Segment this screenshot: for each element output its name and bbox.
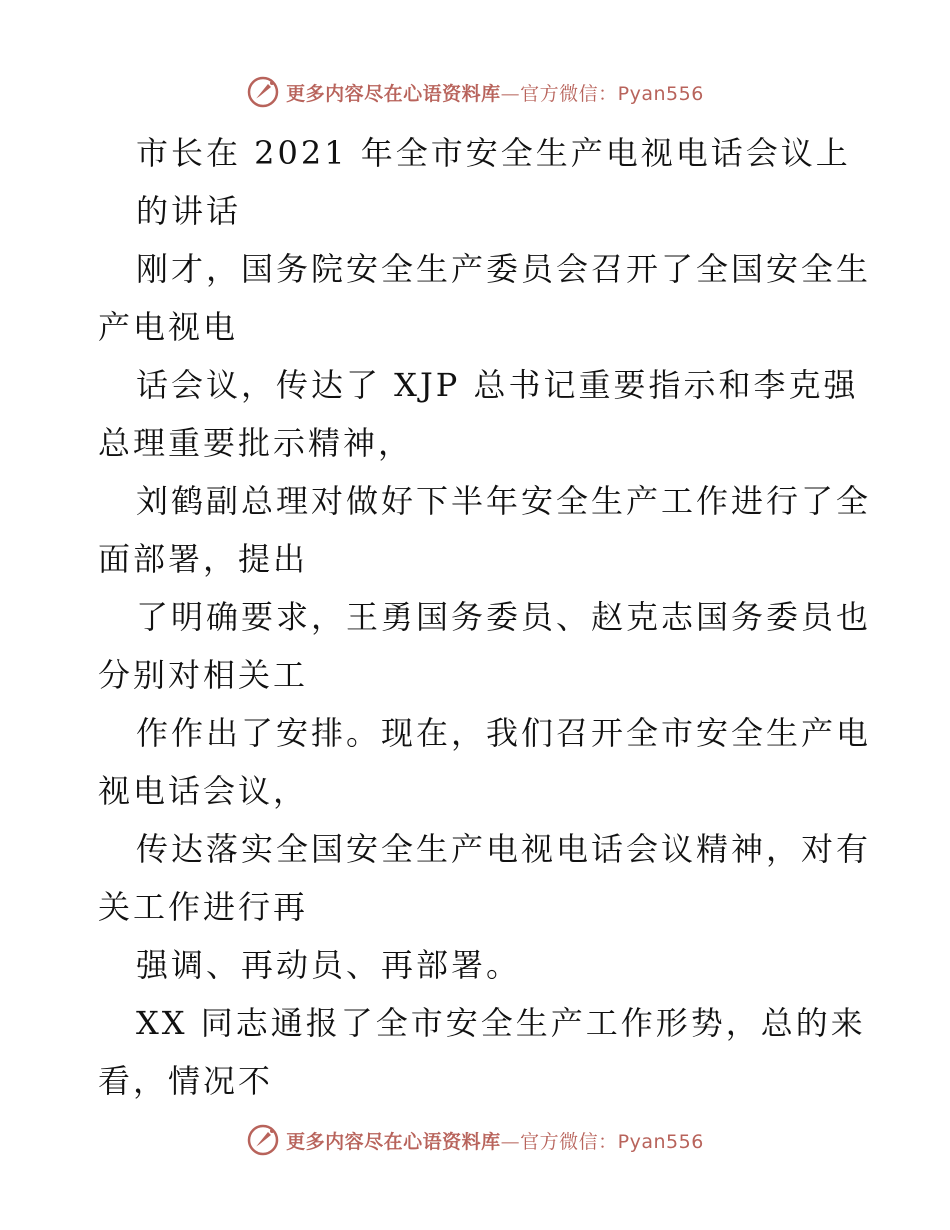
footer-watermark [0,1120,950,1160]
text-line: 作作出了安排。现在，我们召开全市安全生产电 [136,714,872,752]
text-line: 产电视电 [98,308,239,346]
watermark-brand: 更多内容尽在心语资料库 [286,1130,501,1153]
text-line: 话会议，传达了 XJP 总书记重要指示和李克强 [136,366,859,404]
text-line: 了明确要求，王勇国务委员、赵克志国务委员也 [136,598,872,636]
watermark-contact: 官方微信：Pyan556 [520,1130,704,1153]
text-line: 分别对相关工 [98,656,309,694]
text-line: 的讲话 [136,192,242,230]
header-watermark [0,72,950,112]
text-line: 看，情况不 [98,1062,274,1100]
watermark-separator: — [500,82,521,105]
watermark-contact: 官方微信：Pyan556 [520,82,704,105]
text-line: 面部署，提出 [98,540,309,578]
text-line: 市长在 2021 年全市安全生产电视电话会议上 [136,134,851,172]
watermark-separator: — [500,1130,521,1153]
text-line: 刘鹤副总理对做好下半年安全生产工作进行了全 [136,482,872,520]
feather-pen-icon [246,1123,280,1157]
watermark-brand: 更多内容尽在心语资料库 [286,82,501,105]
text-line: 关工作进行再 [98,888,309,926]
text-line: 视电话会议， [98,772,309,810]
text-line: 强调、再动员、再部署。 [136,946,522,984]
text-line: 传达落实全国安全生产电视电话会议精神，对有 [136,830,872,868]
text-line: 刚才，国务院安全生产委员会召开了全国安全生 [136,250,872,288]
text-line: 总理重要批示精神， [98,424,414,462]
document-body [98,124,872,1110]
feather-pen-icon [246,75,280,109]
text-line: XX 同志通报了全市安全生产工作形势，总的来 [136,1004,866,1042]
